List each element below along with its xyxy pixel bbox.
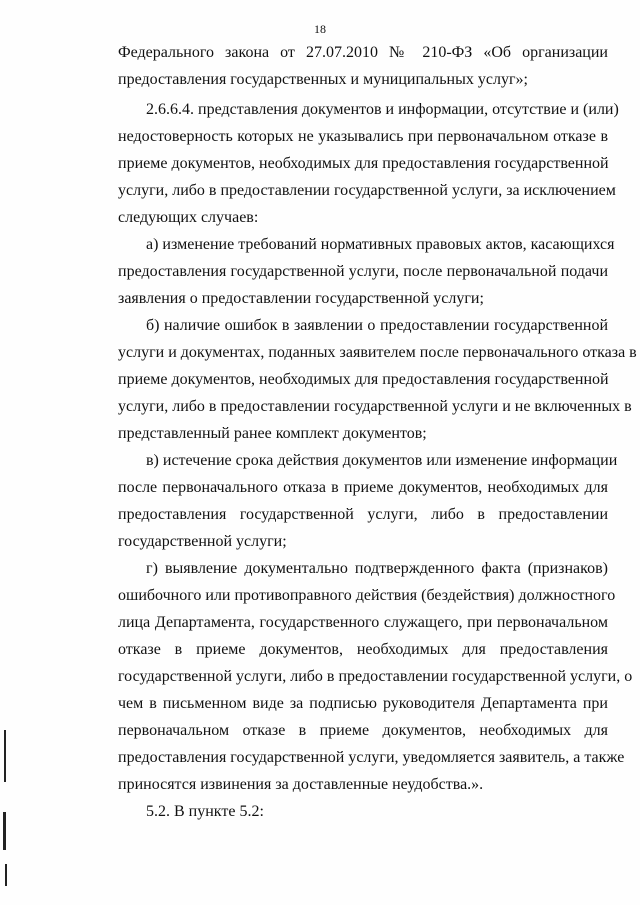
scan-mark <box>3 812 6 850</box>
page-number: 18 <box>314 22 326 36</box>
text-line: услуги, либо в предоставлении государственной услуги и не включенных в <box>118 398 632 415</box>
text-line: 5.2. В пункте 5.2: <box>146 803 264 820</box>
text-line: в) истечение срока действия документов или изменение информации <box>146 452 618 469</box>
text-line: следующих случаев: <box>118 209 259 226</box>
text-line: услуги, либо в предоставлении государственной услуги, за исключением <box>118 182 616 199</box>
text-line: чем в письменном виде за подписью руководителя Департамента при <box>118 695 608 712</box>
text-line: приеме документов, необходимых для предоставления государственной <box>118 155 609 172</box>
text-line: лица Департамента, государственного служащего, при первоначальном <box>118 614 608 631</box>
text-line: а) изменение требований нормативных правовых актов, касающихся <box>146 236 615 253</box>
scan-mark <box>5 864 7 886</box>
text-line: заявления о предоставлении государственной услуги; <box>118 290 484 307</box>
text-line: б) наличие ошибок в заявлении о предоставлении государственной <box>146 317 608 334</box>
text-line: государственной услуги; <box>118 533 287 550</box>
text-line: 2.6.6.4. представления документов и информации, отсутствие и (или) <box>146 101 619 118</box>
text-line: г) выявление документально подтвержденного факта (признаков) <box>146 560 608 577</box>
text-line: государственной услуги, либо в предоставлении государственной услуги, о <box>118 668 633 685</box>
text-line: приеме документов, необходимых для предоставления государственной <box>118 371 609 388</box>
text-line: недостоверность которых не указывались при первоначальном отказе в <box>118 128 608 145</box>
text-line: предоставления государственной услуги, уведомляется заявитель, а также <box>118 749 625 766</box>
text-line: ошибочного или противоправного действия (бездействия) должностного <box>118 587 616 604</box>
text-line: предоставления государственной услуги, после первоначальной подачи <box>118 263 608 280</box>
text-line: представленный ранее комплект документов; <box>118 425 427 442</box>
text-line: отказе в приеме документов, необходимых для предоставления <box>118 641 608 658</box>
text-line: Федерального закона от 27.07.2010 № 210-ФЗ «Об организации <box>118 44 608 61</box>
text-line: после первоначального отказа в приеме документов, необходимых для <box>118 479 608 496</box>
scan-mark <box>4 730 6 782</box>
text-line: приносятся извинения за доставленные неудобства.». <box>118 776 484 793</box>
text-line: предоставления государственной услуги, либо в предоставлении <box>118 506 608 523</box>
text-line: предоставления государственных и муниципальных услуг»; <box>118 71 528 88</box>
text-line: первоначальном отказе в приеме документов, необходимых для <box>118 722 608 739</box>
text-line: услуги и документах, поданных заявителем после первоначального отказа в <box>118 344 637 361</box>
